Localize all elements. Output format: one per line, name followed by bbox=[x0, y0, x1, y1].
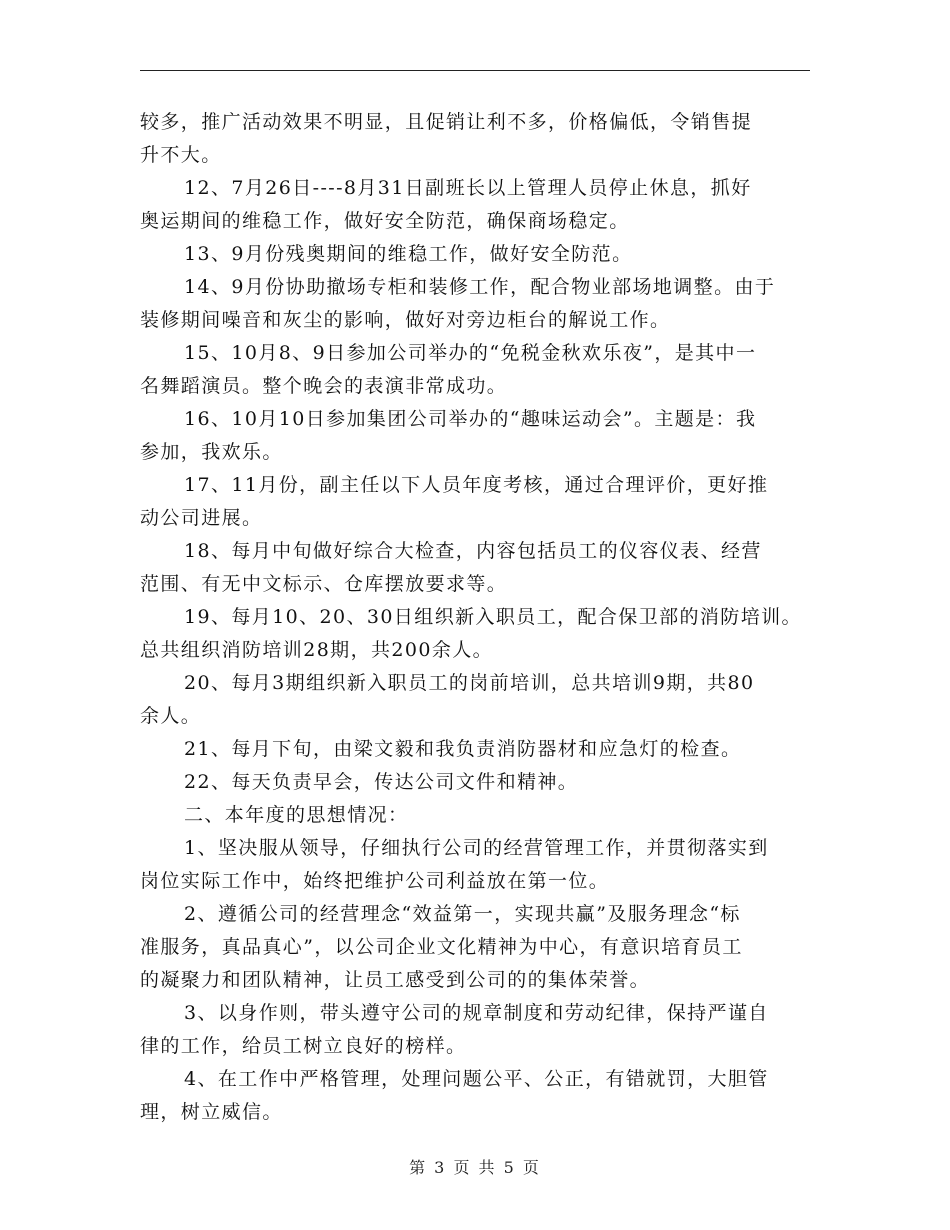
paragraph-item-19 bbox=[140, 601, 820, 667]
text-line: 3、以身作则，带头遵守公司的规章制度和劳动纪律，保持严谨自 bbox=[184, 1002, 769, 1024]
text-line: 参加，我欢乐。 bbox=[140, 441, 283, 463]
text-line: 1、坚决服从领导，仔细执行公司的经营管理工作，并贯彻落实到 bbox=[184, 837, 769, 859]
paragraph-item-18 bbox=[140, 535, 820, 601]
text-line: 19、每月10、20、30日组织新入职员工，配合保卫部的消防培训。 bbox=[184, 606, 802, 628]
paragraph-item-17 bbox=[140, 469, 820, 535]
text-line: 12、7月26日----8月31日副班长以上管理人员停止休息，抓好 bbox=[184, 177, 752, 199]
paragraph-point-3 bbox=[140, 997, 820, 1063]
text-line: 名舞蹈演员。整个晚会的表演非常成功。 bbox=[140, 375, 508, 397]
text-line: 13、9月份残奥期间的维稳工作，做好安全防范。 bbox=[184, 243, 633, 265]
section-heading-text: 二、本年度的思想情况： bbox=[184, 804, 409, 826]
paragraph-point-1 bbox=[140, 832, 820, 898]
text-line: 岗位实际工作中，始终把维护公司利益放在第一位。 bbox=[140, 870, 610, 892]
header-rule bbox=[140, 70, 810, 71]
paragraph-item-14 bbox=[140, 271, 820, 337]
section-heading bbox=[140, 799, 820, 832]
text-line: 15、10月8、9日参加公司举办的“免税金秋欢乐夜”，是其中一 bbox=[184, 342, 757, 364]
text-line: 18、每月中旬做好综合大检查，内容包括员工的仪容仪表、经营 bbox=[184, 540, 762, 562]
text-line: 4、在工作中严格管理，处理问题公平、公正，有错就罚，大胆管 bbox=[184, 1068, 769, 1090]
text-line: 升不大。 bbox=[140, 144, 222, 166]
document-body bbox=[140, 106, 820, 1129]
text-line: 总共组织消防培训28期，共200余人。 bbox=[140, 639, 494, 661]
paragraph-item-12 bbox=[140, 172, 820, 238]
text-line: 2、遵循公司的经营理念“效益第一，实现共赢”及服务理念“标 bbox=[184, 903, 741, 925]
paragraph-item-13 bbox=[140, 238, 820, 271]
text-line: 律的工作，给员工树立良好的榜样。 bbox=[140, 1035, 467, 1057]
text-line: 动公司进展。 bbox=[140, 507, 263, 529]
text-line: 较多，推广活动效果不明显，且促销让利不多，价格偏低，令销售提 bbox=[140, 111, 753, 133]
text-line: 17、11月份，副主任以下人员年度考核，通过合理评价，更好推 bbox=[184, 474, 769, 496]
text-line: 余人。 bbox=[140, 705, 202, 727]
paragraph-item-22 bbox=[140, 766, 820, 799]
text-line: 20、每月3期组织新入职员工的岗前培训，总共培训9期，共80 bbox=[184, 672, 755, 694]
text-line: 范围、有无中文标示、仓库摆放要求等。 bbox=[140, 573, 508, 595]
paragraph-item-15 bbox=[140, 337, 820, 403]
paragraph-point-4 bbox=[140, 1063, 820, 1129]
text-line: 16、10月10日参加集团公司举办的“趣味运动会”。主题是：我 bbox=[184, 408, 757, 430]
paragraph-point-2 bbox=[140, 898, 820, 997]
paragraph bbox=[140, 106, 820, 172]
text-line: 奥运期间的维稳工作，做好安全防范，确保商场稳定。 bbox=[140, 210, 630, 232]
text-line: 21、每月下旬，由梁文毅和我负责消防器材和应急灯的检查。 bbox=[184, 738, 742, 760]
page-indicator: 第 3 页 共 5 页 bbox=[409, 1158, 541, 1177]
paragraph-item-16 bbox=[140, 403, 820, 469]
text-line: 理，树立威信。 bbox=[140, 1101, 283, 1123]
text-line: 22、每天负责早会，传达公司文件和精神。 bbox=[184, 771, 579, 793]
text-line: 的凝聚力和团队精神，让员工感受到公司的的集体荣誉。 bbox=[140, 969, 651, 991]
text-line: 准服务，真品真心”，以公司企业文化精神为中心，有意识培育员工 bbox=[140, 936, 743, 958]
text-line: 装修期间噪音和灰尘的影响，做好对旁边柜台的解说工作。 bbox=[140, 309, 671, 331]
text-line: 14、9月份协助撤场专柜和装修工作，配合物业部场地调整。由于 bbox=[184, 276, 776, 298]
paragraph-item-21 bbox=[140, 733, 820, 766]
paragraph-item-20 bbox=[140, 667, 820, 733]
